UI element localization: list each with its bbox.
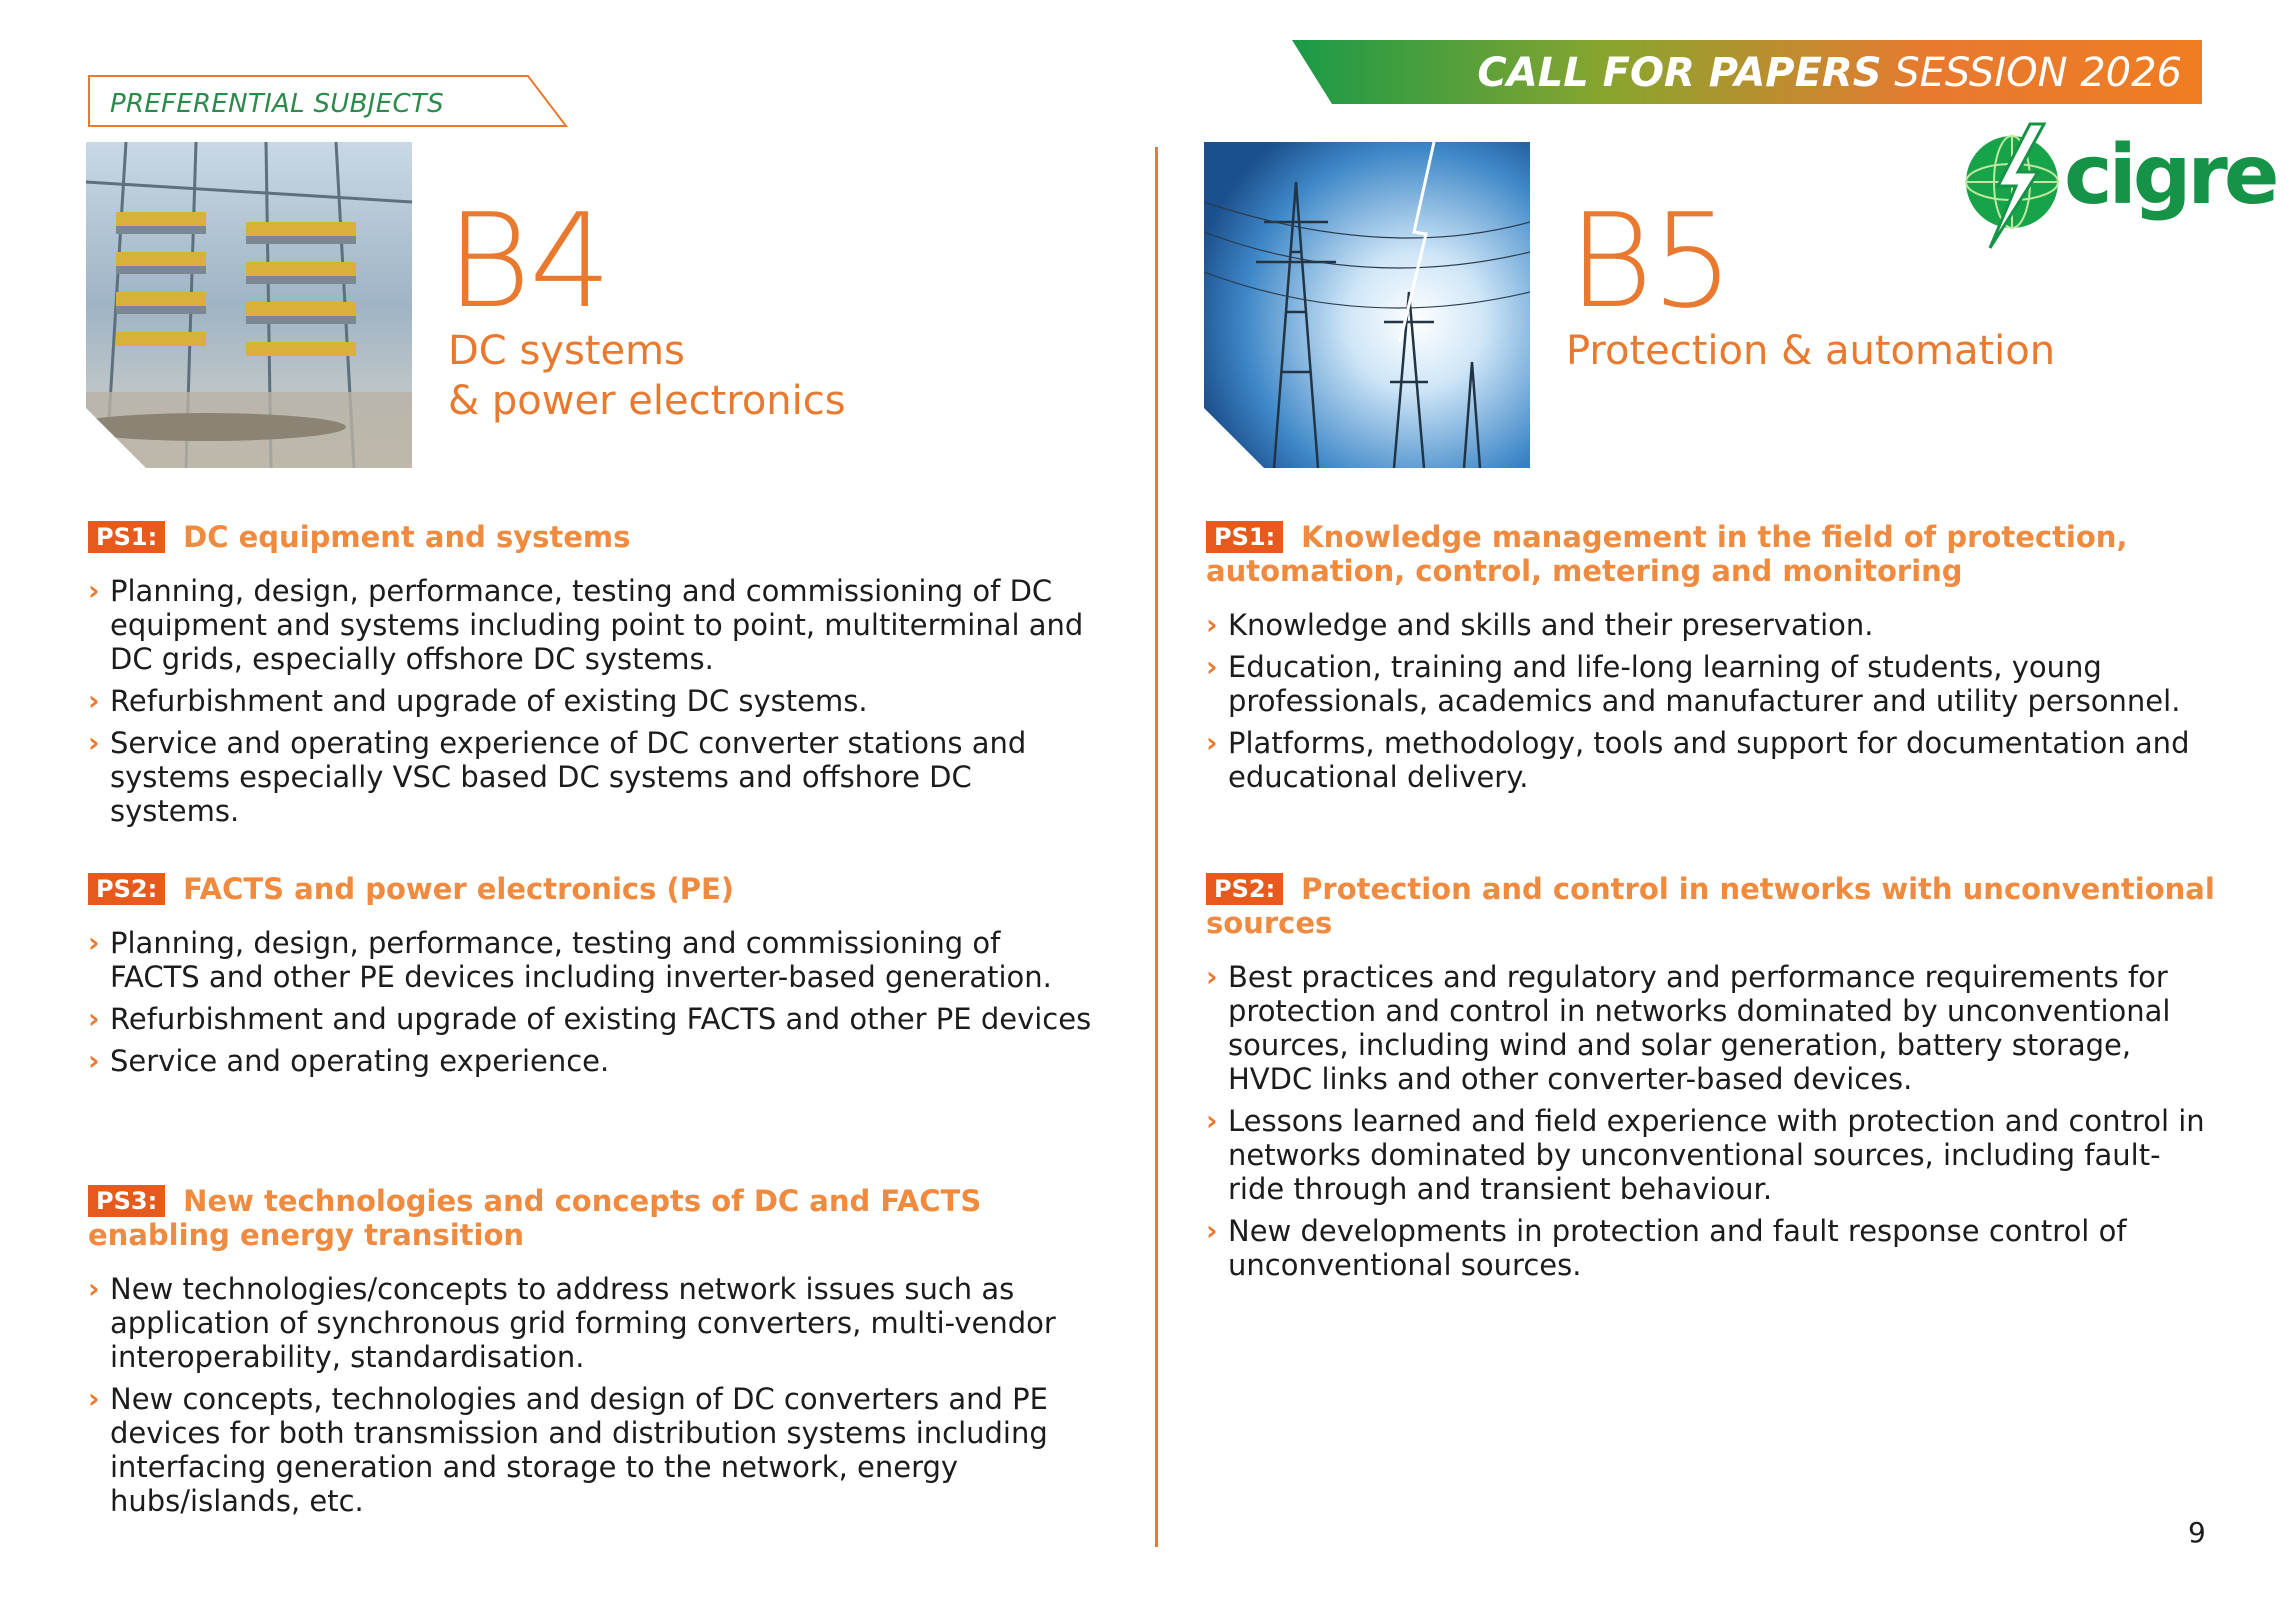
chevron-right-icon: › bbox=[88, 1002, 100, 1035]
list-item bbox=[88, 726, 1098, 828]
b4-ps2 bbox=[88, 872, 1098, 1086]
ps-badge: PS3: bbox=[88, 1185, 165, 1217]
b5-ps2 bbox=[1206, 872, 2216, 1290]
ps-title: New technologies and concepts of DC and FACTS enabling energy transition bbox=[88, 1184, 982, 1252]
committee-code-b4: B4 bbox=[446, 185, 610, 337]
chevron-right-icon: › bbox=[1206, 650, 1218, 683]
list-item-text: Refurbishment and upgrade of existing DC systems. bbox=[110, 684, 868, 718]
chevron-right-icon: › bbox=[1206, 1214, 1218, 1247]
page-number: 9 bbox=[2188, 1516, 2206, 1549]
list-item-text: Service and operating experience of DC converter stations and systems especially VSC based DC systems and offshore DC systems. bbox=[110, 726, 1027, 828]
ps-heading bbox=[1206, 872, 2216, 940]
call-for-papers-text bbox=[1477, 50, 2182, 96]
column-divider bbox=[1155, 147, 1158, 1547]
chevron-right-icon: › bbox=[1206, 608, 1218, 641]
ps-heading bbox=[88, 520, 1098, 554]
committee-code-b5: B5 bbox=[1568, 185, 1732, 337]
ps-badge: PS1: bbox=[1206, 521, 1283, 553]
list-item bbox=[1206, 960, 2216, 1096]
list-item-text: Service and operating experience. bbox=[110, 1044, 610, 1078]
committee-title-b4 bbox=[448, 326, 846, 426]
list-item bbox=[88, 1272, 1098, 1374]
list-item bbox=[88, 926, 1098, 994]
chevron-right-icon: › bbox=[88, 684, 100, 717]
ps-title: FACTS and power electronics (PE) bbox=[183, 872, 735, 906]
ps-heading bbox=[1206, 520, 2216, 588]
ps-heading bbox=[88, 872, 1098, 906]
chevron-right-icon: › bbox=[1206, 1104, 1218, 1137]
ps-title: Knowledge management in the field of protection, automation, control, metering and monitoring bbox=[1206, 520, 2128, 588]
ps-title: DC equipment and systems bbox=[183, 520, 631, 554]
list-item-text: Planning, design, performance, testing and commissioning of DC equipment and systems including point to point, multiterminal and DC grids, especially offshore DC systems. bbox=[110, 574, 1084, 676]
list-item bbox=[1206, 650, 2216, 718]
list-item bbox=[1206, 608, 2216, 642]
chevron-right-icon: › bbox=[88, 574, 100, 607]
list-item-text: Lessons learned and field experience with protection and control in networks dominated by unconventional sources, including fault-ride through and transient behaviour. bbox=[1228, 1104, 2205, 1206]
list-item-text: Platforms, methodology, tools and support for documentation and educational delivery. bbox=[1228, 726, 2190, 794]
list-item-text: Planning, design, performance, testing and commissioning of FACTS and other PE devices including inverter-based generation. bbox=[110, 926, 1052, 994]
call-for-papers-banner bbox=[1292, 40, 2202, 104]
ps-badge: PS2: bbox=[88, 873, 165, 905]
list-item-text: New developments in protection and fault response control of unconventional sources. bbox=[1228, 1214, 2127, 1282]
committee-title-b4-line2: & power electronics bbox=[448, 378, 846, 424]
preferential-subjects-tag bbox=[88, 75, 568, 127]
list-item bbox=[88, 684, 1098, 718]
list-item-text: Refurbishment and upgrade of existing FACTS and other PE devices bbox=[110, 1002, 1092, 1036]
cigre-wordmark: cigre bbox=[2064, 128, 2276, 223]
dc-systems-photo bbox=[86, 142, 412, 468]
list-item-text: Best practices and regulatory and performance requirements for protection and control in networks dominated by unconventional sources, including wind and solar generation, battery storage, HVDC links and other converter-based devices. bbox=[1228, 960, 2171, 1096]
list-item bbox=[88, 1382, 1098, 1518]
list-item bbox=[88, 1002, 1098, 1036]
b4-ps1 bbox=[88, 520, 1098, 836]
list-item bbox=[88, 574, 1098, 676]
ps-badge: PS1: bbox=[88, 521, 165, 553]
committee-title-b4-line1: DC systems bbox=[448, 328, 685, 374]
preferential-subjects-label: PREFERENTIAL SUBJECTS bbox=[110, 89, 444, 119]
list-item bbox=[1206, 1104, 2216, 1206]
protection-automation-photo bbox=[1204, 142, 1530, 468]
list-item bbox=[1206, 1214, 2216, 1282]
list-item-text: New technologies/concepts to address network issues such as application of synchronous grid forming converters, multi-vendor interoperability, standardisation. bbox=[110, 1272, 1056, 1374]
chevron-right-icon: › bbox=[88, 926, 100, 959]
chevron-right-icon: › bbox=[88, 1272, 100, 1305]
cfp-bold-text: CALL FOR PAPERS bbox=[1477, 50, 1882, 96]
list-item-text: New concepts, technologies and design of DC converters and PE devices for both transmission and distribution systems including interfacing generation and storage to the network, energy hubs/islands, etc. bbox=[110, 1382, 1048, 1518]
ps-title: Protection and control in networks with unconventional sources bbox=[1206, 872, 2215, 940]
ps-heading bbox=[88, 1184, 1098, 1252]
b5-ps1 bbox=[1206, 520, 2216, 802]
chevron-right-icon: › bbox=[1206, 960, 1218, 993]
chevron-right-icon: › bbox=[88, 1382, 100, 1415]
list-item bbox=[88, 1044, 1098, 1078]
list-item-text: Knowledge and skills and their preservation. bbox=[1228, 608, 1874, 642]
chevron-right-icon: › bbox=[88, 1044, 100, 1077]
chevron-right-icon: › bbox=[88, 726, 100, 759]
committee-title-b5: Protection & automation bbox=[1566, 328, 2056, 374]
globe-lightning-icon bbox=[1960, 120, 2070, 250]
list-item-text: Education, training and life-long learning of students, young professionals, academics and manufacturer and utility personnel. bbox=[1228, 650, 2181, 718]
ps-badge: PS2: bbox=[1206, 873, 1283, 905]
cfp-session-text: SESSION 2026 bbox=[1881, 50, 2182, 96]
chevron-right-icon: › bbox=[1206, 726, 1218, 759]
cigre-logo bbox=[1960, 120, 2276, 250]
list-item bbox=[1206, 726, 2216, 794]
b4-ps3 bbox=[88, 1184, 1098, 1526]
